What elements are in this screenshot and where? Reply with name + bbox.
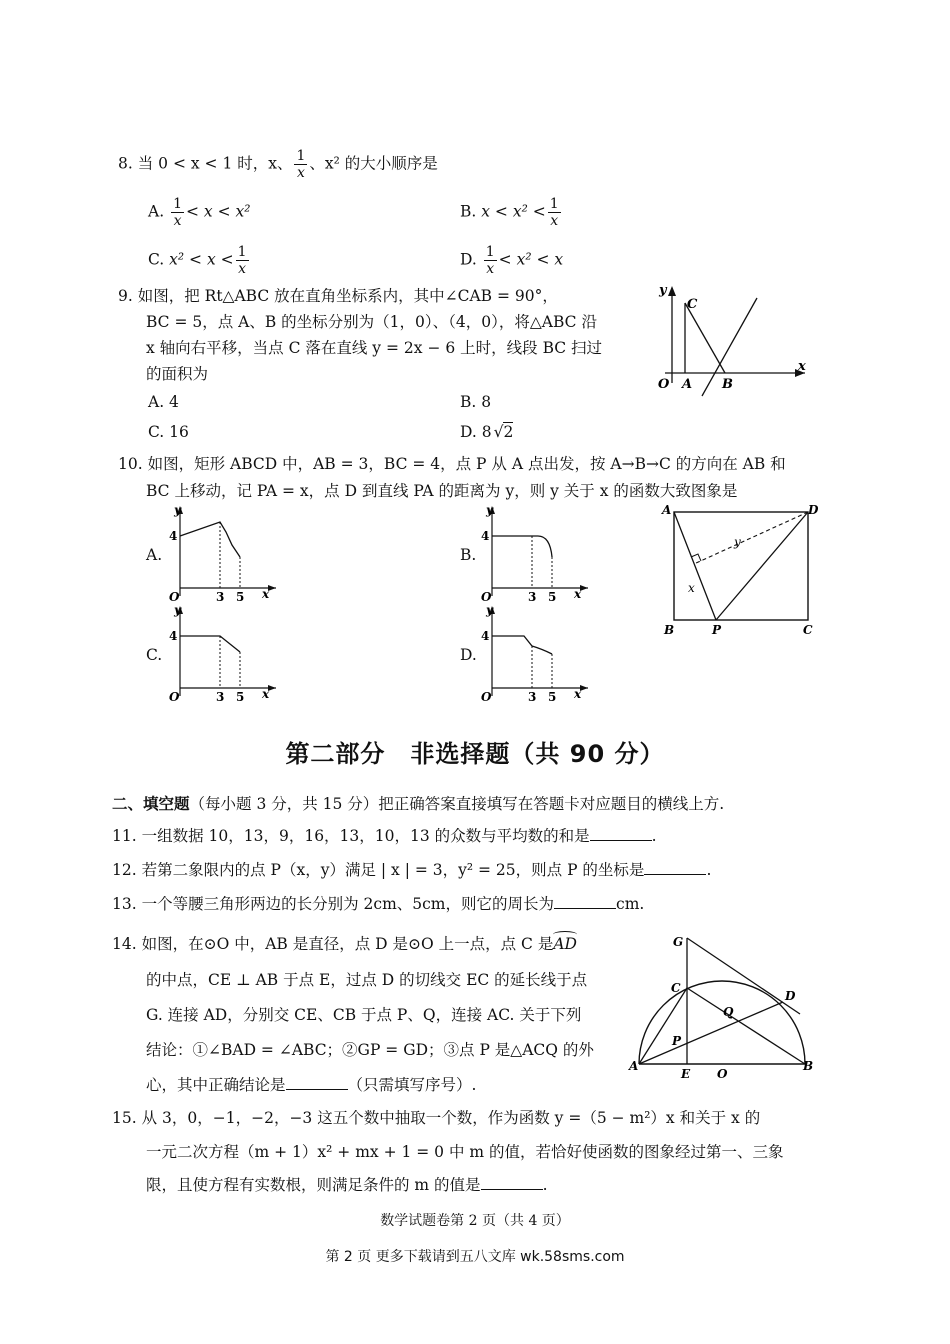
q14-line2: 的中点，CE ⊥ AB 于点 E，过点 D 的切线交 EC 的延长线于点: [146, 971, 588, 989]
q14-line4: 结论：①∠BAD = ∠ABC；②GP = GD；③点 P 是△ACQ 的外: [146, 1041, 594, 1059]
q15-line1: 15. 从 3，0，−1，−2，−3 这五个数中抽取一个数，作为函数 y =（5 − m²）x 和关于 x 的: [112, 1109, 761, 1127]
svg-text:x: x: [574, 687, 582, 701]
q10-rectangle-figure: [660, 500, 820, 642]
svg-text:5: 5: [548, 690, 557, 702]
q9-option-d: D. 8 √2: [460, 423, 514, 441]
svg-text:5: 5: [236, 690, 245, 702]
svg-text:y: y: [174, 503, 181, 517]
q12: 12. 若第二象限内的点 P（x，y）满足 | x | = 3，y² = 25，则点 P 的坐标是 .: [112, 861, 712, 879]
segment-cb: [685, 303, 725, 373]
q9-option-b: B. 8: [460, 393, 492, 411]
q15-line3: 限，且使方程有实数根，则满足条件的 m 的值是 .: [146, 1176, 548, 1194]
q10-graph-a: [168, 502, 280, 602]
q10-graph-d: [480, 602, 592, 702]
svg-text:3: 3: [216, 690, 225, 702]
svg-text:P: P: [712, 623, 722, 637]
svg-text:3: 3: [528, 590, 537, 602]
perpendicular-y: [694, 512, 808, 564]
svg-text:4: 4: [481, 529, 490, 543]
svg-text:x: x: [262, 687, 270, 701]
svg-text:G: G: [673, 935, 684, 949]
q8-stem: 8. 当 0 < x < 1 时，x、 $\frac{1}{x}$ 、x² 的大小顺序是: [118, 148, 438, 181]
q15-line2: 一元二次方程（m + 1）x² + mx + 1 = 0 中 m 的值，若恰好使函数的图象经过第一、三象: [146, 1143, 784, 1161]
question-number: 8.: [118, 154, 133, 173]
point-a-label: A: [682, 377, 693, 392]
arc-ad: AD: [553, 935, 577, 953]
q9-line1: 9. 如图，把 Rt△ABC 放在直角坐标系内，其中∠CAB = 90°，: [118, 287, 558, 305]
answer-blank[interactable]: [481, 1175, 543, 1190]
svg-text:O: O: [481, 690, 492, 702]
q10-option-c-label: C.: [146, 646, 163, 664]
q14-line5: 心，其中正确结论是 （只需填写序号）.: [146, 1076, 477, 1094]
svg-text:y: y: [486, 603, 493, 617]
answer-blank[interactable]: [644, 860, 706, 875]
x-label: x: [798, 359, 806, 374]
svg-text:P: P: [672, 1034, 682, 1048]
svg-text:3: 3: [528, 690, 537, 702]
q9-line4: 的面积为: [146, 365, 209, 383]
part2-title: 第二部分 非选择题（共 90 分）: [285, 740, 665, 768]
svg-text:B: B: [803, 1059, 814, 1073]
segment-ad: [639, 1002, 783, 1064]
svg-text:x: x: [574, 587, 582, 601]
svg-text:D: D: [808, 503, 819, 517]
q11: 11. 一组数据 10，13，9，16，13，10，13 的众数与平均数的和是 .: [112, 827, 657, 845]
q8-option-a: A. $\frac{1}{x}$ < x < x²: [148, 196, 251, 229]
svg-text:E: E: [681, 1067, 691, 1080]
q14-line3: G. 连接 AD，分别交 CE、CB 于点 P、Q，连接 AC. 关于下列: [146, 1006, 582, 1024]
svg-text:B: B: [664, 623, 675, 637]
answer-blank[interactable]: [286, 1075, 348, 1090]
origin-label: O: [658, 377, 670, 392]
segment-pd: [716, 512, 808, 620]
download-note: 第 2 页 更多下载请到五八文库 wk.58sms.com: [325, 1249, 625, 1265]
q10-graph-c: [168, 602, 280, 702]
answer-blank[interactable]: [590, 826, 652, 841]
semicircle: [639, 981, 805, 1064]
svg-text:y: y: [486, 503, 493, 517]
answer-blank[interactable]: [554, 894, 616, 909]
graph-c-curve: [180, 636, 240, 652]
svg-text:5: 5: [236, 590, 245, 602]
svg-text:D: D: [785, 989, 796, 1003]
svg-text:Q: Q: [723, 1005, 734, 1019]
svg-text:C: C: [671, 981, 681, 995]
svg-text:x: x: [262, 587, 270, 601]
svg-text:4: 4: [169, 629, 178, 643]
svg-text:O: O: [717, 1067, 728, 1080]
svg-text:O: O: [481, 590, 492, 602]
svg-text:A: A: [629, 1059, 639, 1073]
q8-option-d: D. $\frac{1}{x}$ < x² < x: [460, 244, 564, 277]
svg-text:C: C: [803, 623, 813, 637]
point-b-label: B: [722, 377, 733, 392]
q10-option-a-label: A.: [146, 546, 163, 564]
q10-line1: 10. 如图，矩形 ABCD 中，AB = 3，BC = 4，点 P 从 A 点出发，按 A→B→C 的方向在 AB 和: [118, 455, 786, 473]
svg-text:x: x: [688, 581, 695, 595]
svg-text:O: O: [169, 590, 180, 602]
q10-option-b-label: B.: [460, 546, 477, 564]
q10-option-d-label: D.: [460, 646, 477, 664]
segment-ac: [639, 988, 687, 1064]
q9-line3: x 轴向右平移，当点 C 落在直线 y = 2x − 6 上时，线段 BC 扫过: [146, 339, 603, 357]
svg-text:4: 4: [169, 529, 178, 543]
q9-option-c: C. 16: [148, 423, 189, 441]
q10-graph-b: [480, 502, 592, 602]
y-label: y: [659, 283, 667, 298]
svg-text:y: y: [734, 535, 741, 549]
svg-text:4: 4: [481, 629, 490, 643]
q8-option-b: B. x < x² < $\frac{1}{x}$: [460, 196, 559, 229]
q9-figure: [645, 278, 815, 398]
svg-text:O: O: [169, 690, 180, 702]
svg-text:y: y: [174, 603, 181, 617]
q9-line2: BC = 5，点 A、B 的坐标分别为（1，0）、（4，0），将△ABC 沿: [146, 313, 597, 331]
q14-circle-figure: [625, 930, 815, 1080]
segment-pa: [674, 512, 716, 620]
graph-b-curve: [492, 536, 552, 557]
svg-text:3: 3: [216, 590, 225, 602]
rectangle-abcd: [674, 512, 808, 620]
q13: 13. 一个等腰三角形两边的长分别为 2cm、5cm，则它的周长为 cm.: [112, 895, 645, 913]
q10-line2: BC 上移动，记 PA = x，点 D 到直线 PA 的距离为 y，则 y 关于 x 的函数大致图象是: [146, 482, 738, 500]
q9-option-a: A. 4: [148, 393, 179, 411]
point-c-label: C: [687, 297, 698, 312]
y-axis-arrow: [668, 286, 676, 296]
section-fill-in-header: 二、填空题（每小题 3 分，共 15 分）把正确答案直接填写在答题卡对应题目的横线上方.: [112, 794, 725, 813]
svg-text:5: 5: [548, 590, 557, 602]
q14-line1: 14. 如图，在⊙O 中，AB 是直径，点 D 是⊙O 上一点，点 C 是 AD: [112, 934, 577, 954]
svg-text:A: A: [662, 503, 672, 517]
page-footer: 数学试题卷第 2 页（共 4 页）: [380, 1213, 570, 1229]
graph-d-curve: [492, 636, 552, 654]
q8-option-c: C. x² < x < $\frac{1}{x}$: [148, 244, 247, 277]
graph-a-curve: [180, 522, 240, 557]
